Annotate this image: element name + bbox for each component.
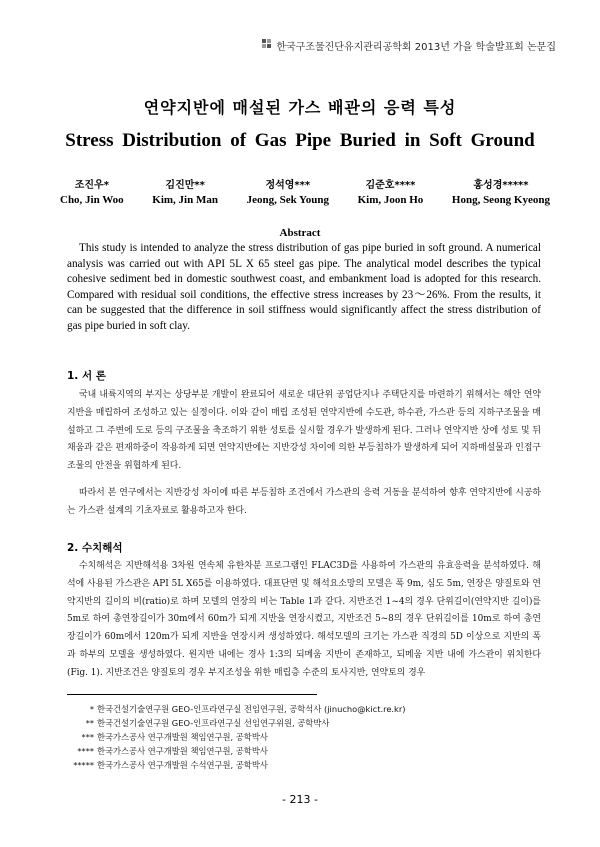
author-name-ko: 김진만** <box>165 180 205 191</box>
author-name-ko: 조진우* <box>74 180 109 191</box>
footnote-text: 한국가스공사 연구개발원 책임연구원, 공학박사 <box>97 746 268 756</box>
footnote-mark: ***** <box>73 760 94 770</box>
author <box>152 178 218 208</box>
abstract-heading: Abstract <box>279 227 321 239</box>
author-name-ko: 정석영*** <box>265 180 311 191</box>
footnote <box>58 716 538 730</box>
footnote-mark: *** <box>81 732 94 742</box>
author <box>60 178 124 208</box>
author-name-ko: 홍성경***** <box>473 180 529 191</box>
proceedings-header <box>262 38 556 53</box>
footnote-text: 한국건설기술연구원 GEO-인프라연구실 선임연구위원, 공학박사 <box>97 718 330 728</box>
author-name-en: Cho, Jin Woo <box>60 194 124 206</box>
author <box>452 178 550 208</box>
author <box>358 178 424 208</box>
author <box>247 178 329 208</box>
footnote-mark: **** <box>77 746 94 756</box>
section-1-paragraph-2: 따라서 본 연구에서는 지반강성 차이에 따른 부등침하 조건에서 가스관의 응력 거동을 분석하여 향후 연약지반에 시공하는 가스관 설계의 기초자료로 활용하고자 한다. <box>67 488 541 516</box>
section-1-heading: 1. 서 론 <box>67 370 106 382</box>
footnote <box>58 730 538 744</box>
author-name-en: Kim, Joon Ho <box>357 194 424 206</box>
author-name-ko: 김준호**** <box>365 180 416 191</box>
page-number: - 213 - <box>282 793 318 806</box>
title-english: Stress Distribution of Gas Pipe Buried in Soft Ground <box>65 130 535 151</box>
footnote <box>58 744 538 758</box>
footnote-mark: * <box>89 704 94 714</box>
footnote-list <box>58 702 538 772</box>
square-cluster-icon <box>262 39 272 52</box>
footnote-mark: ** <box>85 718 94 728</box>
section-2-paragraph-1: 수치해석은 지반해석용 3차원 연속체 유한차분 프로그램인 FLAC3D를 사용하여 가스관의 유효응력을 분석하였다. 해석에 사용된 가스관은 API 5L X65를 이용하였다. 대표단면 및 해석요소망의 모델은 폭 9m, 심도 5m, 연장은 양질토와 연약지반의 길이의 비(ratio)로 하며 모델의 연장의 비는 Table 1과 같다. 지반조건 1~4의 경우 단위길이(연약지반 길이)를 5m로 하여 총연장길이가 30m에서 60m가 되게 지반을 연장시켰고, 지반조건 5~8의 경우 단위길이를 10m로 하여 총연장길이가 60m에서 120m가 되게 지반을 연장시켜 생성하였다. 해석모델의 크기는 가스관 직경의 5D 이상으로 지반의 폭과 하부의 모델을 생성하였다. 원지반 내에는 경사 1:3의 되메움 지반이 존재하고, 되메움 지반 내에 가스관이 위치한다(Fig. 1). 지반조건은 양질토의 경우 부지조성을 위한 매립층 수준의 토사지반, 연약토의 경우 <box>67 561 541 678</box>
header-text: 한국구조물진단유지관리공학회 2013년 가을 학술발표회 논문집 <box>276 42 556 53</box>
title-korean: 연약지반에 매설된 가스 배관의 응력 특성 <box>143 98 457 117</box>
author-name-en: Kim, Jin Man <box>152 194 218 206</box>
footnote-text: 한국가스공사 연구개발원 책임연구원, 공학박사 <box>97 732 268 742</box>
author-list <box>60 178 550 208</box>
footnote-text: 한국건설기술연구원 GEO-인프라연구실 전임연구원, 공학석사 (jinucho@kict.re.kr) <box>97 704 406 714</box>
section-2-heading: 2. 수치해석 <box>67 542 123 554</box>
footnote-divider <box>67 694 317 695</box>
footnote-text: 한국가스공사 연구개발원 수석연구원, 공학박사 <box>97 760 268 770</box>
footnote <box>58 758 538 772</box>
author-name-en: Hong, Seong Kyeong <box>451 194 550 206</box>
section-1-paragraph-1: 국내 내륙지역의 부지는 상당부분 개발이 완료되어 새로운 대단위 공업단지나 주택단지를 마련하기 위해서는 해안 연약지반을 매립하여 조성하고 있는 실정이다. 이와 같이 매립 조성된 연약지반에 수도관, 하수관, 가스관 등의 지하구조물을 매설하고 그 주변에 도로 등의 구조물을 축조하기 위한 성토를 실시할 경우가 발생하게 된다. 그러나 연약지반 상에 성토 및 뒤채움과 같은 편재하중이 작용하게 되면 연약지반에는 지반강성 차이에 의한 부등침하가 발생하게 되어 지하매설물과 인접구조물의 안전을 위협하게 된다. <box>67 390 541 472</box>
footnote <box>58 702 538 716</box>
abstract-text: This study is intended to analyze the stress distribution of gas pipe buried in soft ground. A numerical analysis was carried out with API 5L X 65 steel gas pipe. The analytical model describes the typical cohesive sediment bed in domestic southwest coast, and embankment load is adopted for this research. Compared with residual soil conditions, the effective stress increases by 23～26%. From the results, it can be suggested that the difference in soil stiffness would significantly affect the stress distribution of gas pipe buried in soft clay. <box>67 242 541 332</box>
author-name-en: Jeong, Sek Young <box>246 194 329 206</box>
